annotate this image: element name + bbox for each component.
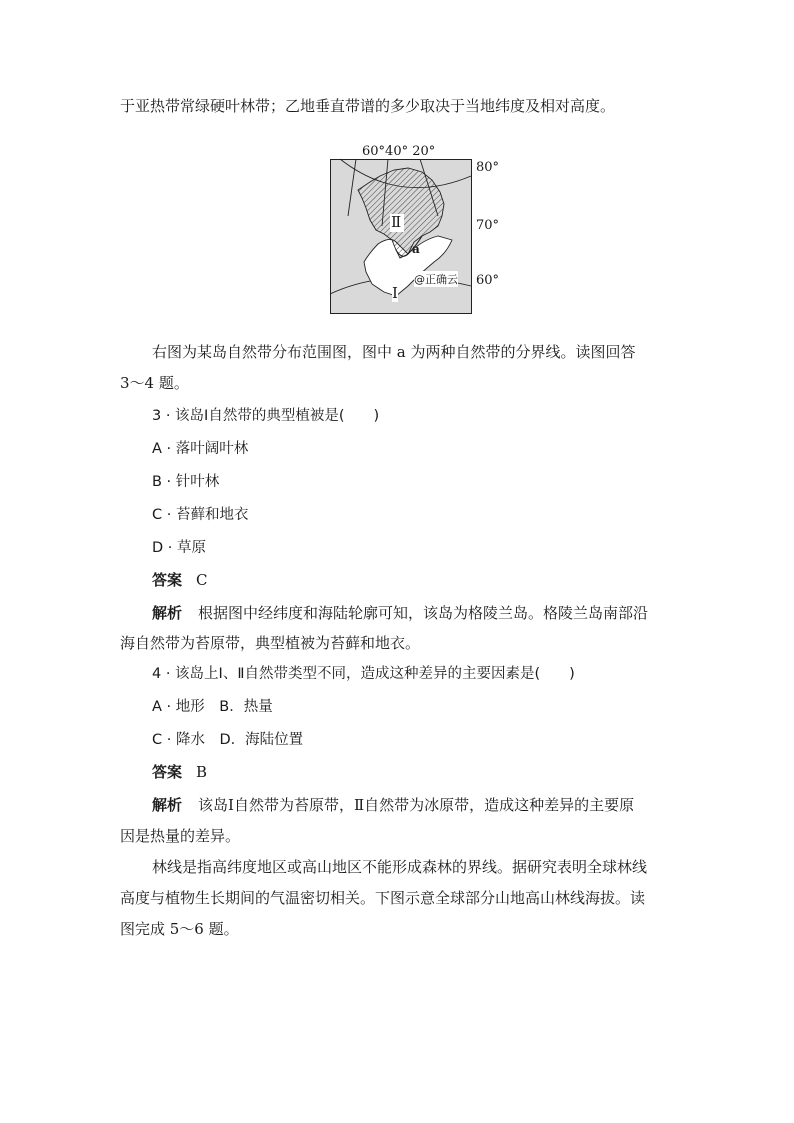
q3-analysis-label: 解析: [152, 604, 183, 622]
q3-answer: [152, 570, 208, 590]
q4-answer-label: 答案: [152, 763, 183, 781]
zone-1-label: Ⅰ: [392, 284, 398, 302]
q3-answer-value: C: [196, 571, 208, 589]
latitude-70-label: 70°: [476, 218, 500, 233]
context-line-1: 右图为某岛自然带分布范围图，图中 a 为两种自然带的分界线。读图回答: [152, 343, 636, 361]
intro-text: 于亚热带常绿硬叶林带；乙地垂直带谱的多少取决于当地纬度及相对高度。: [120, 97, 616, 115]
treeline-line-3: 图完成 5～6 题。: [120, 920, 239, 938]
q4-analysis-line-2: 因是热量的差异。: [120, 827, 241, 845]
q4-options-row-1: A · 地形 B．热量: [152, 699, 273, 715]
line-a-label: a: [412, 242, 420, 256]
zone-2-label: Ⅱ: [391, 213, 402, 231]
q4-stem: 4 · 该岛上Ⅰ、Ⅱ自然带类型不同，造成这种差异的主要因素是( ): [152, 666, 575, 682]
context-line-2: 3～4 题。: [120, 374, 189, 392]
q3-stem: 3 · 该岛Ⅰ自然带的典型植被是( ): [152, 408, 380, 424]
q3-analysis-text-1: 根据图中经纬度和海陆轮廓可知，该岛为格陵兰岛。格陵兰岛南部沿: [198, 604, 649, 622]
latitude-80-label: 80°: [476, 160, 500, 175]
q4-answer-value: B: [196, 763, 208, 781]
q4-analysis-line-1: [152, 795, 634, 815]
q4-options-row-2: C · 降水 D．海陆位置: [152, 732, 304, 748]
treeline-line-2: 高度与植物生长期间的气温密切相关。下图示意全球部分山地高山林线海拔。读: [120, 889, 646, 907]
q3-option-c: C · 苔藓和地衣: [152, 507, 249, 523]
longitude-label: 60°40° 20°: [362, 144, 436, 159]
greenland-map: [330, 146, 502, 314]
q3-option-b: B · 针叶林: [152, 474, 220, 490]
q4-answer: [152, 762, 207, 782]
q3-analysis-line-1: [152, 603, 648, 623]
q3-answer-label: 答案: [152, 571, 183, 589]
q3-analysis-line-2: 海自然带为苔原带，典型植被为苔藓和地衣。: [120, 634, 421, 652]
treeline-line-1: 林线是指高纬度地区或高山地区不能形成森林的界线。据研究表明全球林线: [152, 858, 648, 876]
q4-analysis-label: 解析: [152, 796, 183, 814]
latitude-60-label: 60°: [476, 273, 500, 288]
watermark: @正确云: [414, 273, 458, 286]
q3-option-a: A · 落叶阔叶林: [152, 441, 249, 457]
q4-analysis-text-1: 该岛Ⅰ自然带为苔原带，Ⅱ自然带为冰原带，造成这种差异的主要原: [198, 796, 635, 814]
q3-option-d: D · 草原: [152, 540, 206, 556]
